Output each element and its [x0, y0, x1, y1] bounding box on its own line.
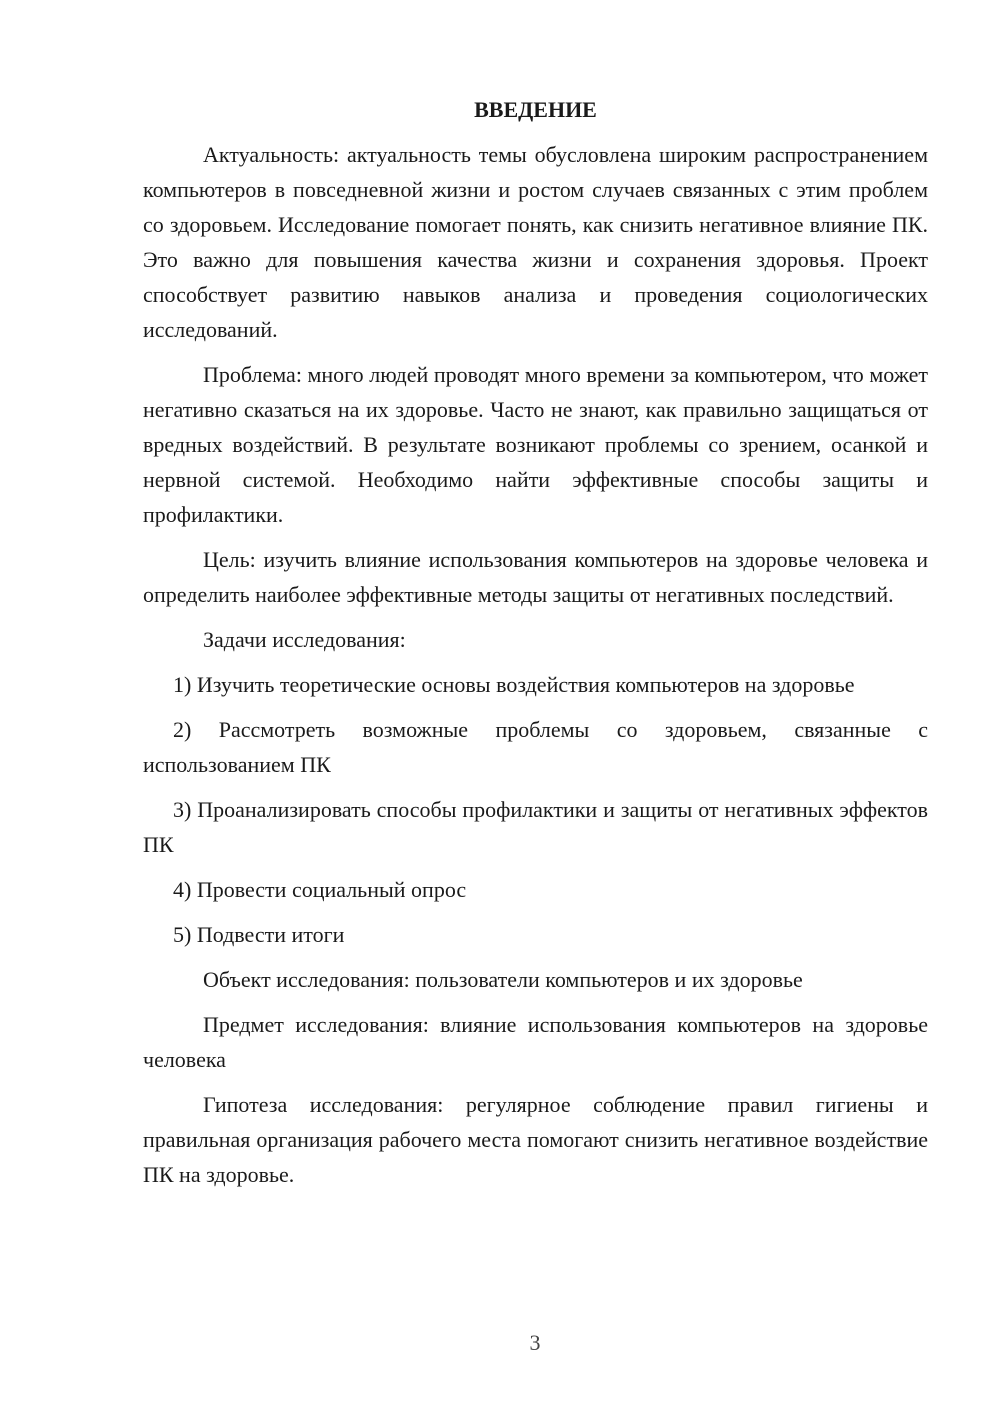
object-paragraph: Объект исследования: пользователи компьютеров и их здоровье — [203, 967, 803, 992]
hypothesis-paragraph: Гипотеза исследования: регулярное соблюдение правил гигиены и правильная организация рабочего места помогают снизить негативное воздействие ПК на здоровье. — [143, 1092, 928, 1187]
goal-paragraph: Цель: изучить влияние использования компьютеров на здоровье человека и определить наиболее эффективные методы защиты от негативных последствий. — [143, 547, 928, 607]
page-number: 3 — [529, 1330, 541, 1355]
relevance-paragraph: Актуальность: актуальность темы обусловлена широким распространением компьютеров в повседневной жизни и ростом случаев связанных с этим проблем со здоровьем. Исследование помогает понять, как снизить негативное влияние ПК. Это важно для повышения качества жизни и сохранения здоровья. Проект способствует развитию навыков анализа и проведения социологических исследований. — [143, 142, 928, 342]
task-item: 2) Рассмотреть возможные проблемы со здоровьем, связанные с использованием ПК — [143, 717, 928, 777]
subject-paragraph: Предмет исследования: влияние использования компьютеров на здоровье человека — [143, 1012, 928, 1072]
document-page — [143, 92, 928, 1202]
tasks-heading: Задачи исследования: — [203, 627, 406, 652]
task-item: 5) Подвести итоги — [173, 922, 345, 947]
task-item: 4) Провести социальный опрос — [173, 877, 467, 902]
task-item: 3) Проанализировать способы профилактики и защиты от негативных эффектов ПК — [143, 797, 928, 857]
task-item: 1) Изучить теоретические основы воздействия компьютеров на здоровье — [173, 672, 855, 697]
section-title: ВВЕДЕНИЕ — [474, 97, 597, 122]
problem-paragraph: Проблема: много людей проводят много времени за компьютером, что может негативно сказаться на их здоровье. Часто не знают, как правильно защищаться от вредных воздействий. В результате возникают проблемы со зрением, осанкой и нервной системой. Необходимо найти эффективные способы защиты и профилактики. — [143, 362, 928, 527]
